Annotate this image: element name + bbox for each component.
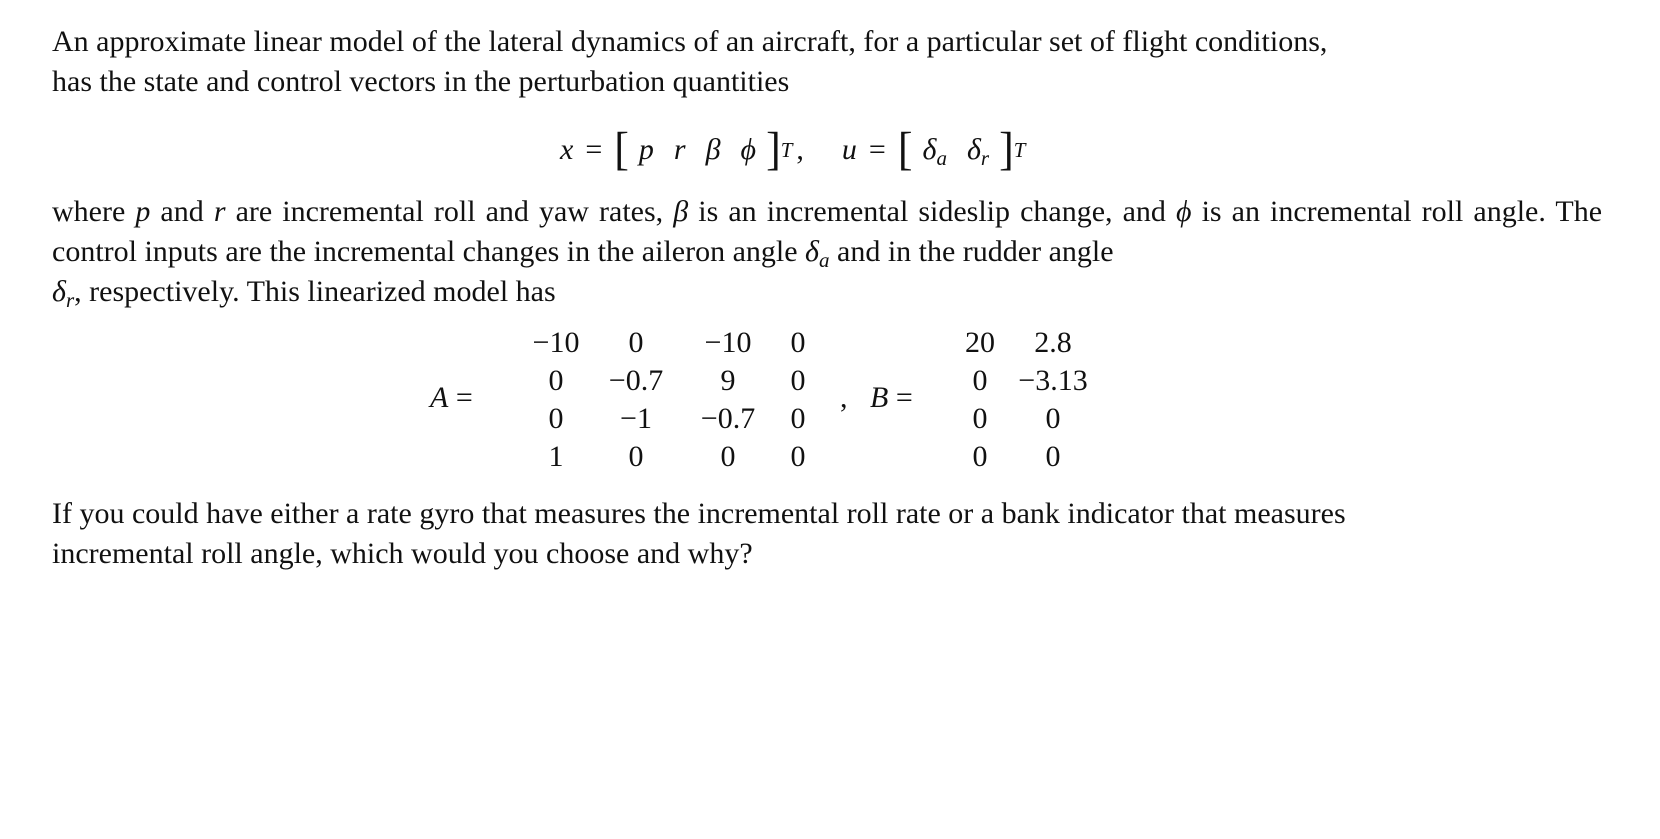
matrix-a-cell: 0 <box>548 364 564 397</box>
matrix-a-cell: 0 <box>790 440 806 473</box>
matrix-a <box>504 324 828 476</box>
x-equals: = <box>585 133 603 166</box>
matrix-b-row <box>956 400 1102 438</box>
matrix-a-cell: 0 <box>720 440 736 473</box>
matrix-b-row <box>956 362 1102 400</box>
matrix-a-cell: −0.7 <box>608 364 664 397</box>
desc-text-6: , respectively. This linearized model has <box>74 275 556 308</box>
x-entry-p: p <box>638 133 654 166</box>
question-line-2: incremental roll angle, which would you choose and why? <box>52 537 753 570</box>
desc-text-3: is an incremental <box>1201 195 1412 228</box>
desc-delta-r: $\delta_r$ <box>52 275 75 312</box>
matrix-a-cell: −10 <box>532 326 580 359</box>
matrix-a-row <box>518 362 818 400</box>
u-equals: = <box>868 133 886 166</box>
matrix-a-row <box>518 438 818 476</box>
matrix-a-cell: 0 <box>628 326 644 359</box>
question-paragraph <box>52 494 1602 574</box>
desc-text-5: and in the rudder angle <box>837 235 1114 268</box>
problem-text <box>52 22 1612 574</box>
matrix-a-cell: 9 <box>720 364 736 397</box>
desc-text-1: are incremental roll and yaw rates, <box>235 195 664 228</box>
x-vector: [ p r β ϕ ] <box>614 123 781 176</box>
u-vector: [ $\delta_a$ $\delta_r$ ] <box>897 123 1014 176</box>
u-entry-delta-a: $\delta_a$ <box>922 133 947 170</box>
intro-line-1: An approximate linear model of the lateral dynamics of an aircraft, for a particular set of flight conditions, <box>52 25 1328 58</box>
matrix-comma: , <box>840 381 848 414</box>
desc-delta-a: $\delta_a$ <box>805 235 830 272</box>
desc-phi: ϕ <box>1175 195 1192 228</box>
x-entry-r: r <box>673 133 686 166</box>
desc-p: p <box>135 195 151 228</box>
desc-where: where <box>52 195 126 228</box>
desc-text-4: roll angle. The control inputs are the incremental changes in the aileron angle <box>52 195 1603 268</box>
matrix-a-cell: −0.7 <box>700 402 756 435</box>
desc-and: and <box>160 195 204 228</box>
vectors-comma: , <box>796 133 804 166</box>
matrix-a-cell: 0 <box>790 326 806 359</box>
matrix-b-label: B = <box>870 381 913 414</box>
intro-paragraph <box>52 22 1602 102</box>
matrix-a-cell: 0 <box>548 402 564 435</box>
matrix-b-cell: −3.13 <box>1018 364 1088 397</box>
matrix-b-cell: 2.8 <box>1034 326 1072 359</box>
desc-beta: β <box>673 195 689 228</box>
matrix-b-row <box>956 438 1102 476</box>
matrix-b-cell: 0 <box>972 402 988 435</box>
matrix-b <box>942 324 1110 476</box>
x-entry-beta: β <box>705 133 721 166</box>
matrix-a-cell: −10 <box>704 326 752 359</box>
matrix-a-row <box>518 400 818 438</box>
matrix-a-label: A = <box>430 381 473 414</box>
matrix-a-cell: 0 <box>790 364 806 397</box>
question-line-1: If you could have either a rate gyro that measures the incremental roll rate or a bank indicator that measures <box>52 497 1346 530</box>
matrix-a-cell: −1 <box>620 402 652 435</box>
matrix-b-cell: 0 <box>1045 440 1061 473</box>
u-entry-delta-r: $\delta_r$ <box>966 133 990 170</box>
matrix-a-row <box>518 324 818 362</box>
matrix-b-cell: 0 <box>1045 402 1061 435</box>
x-entry-phi: ϕ <box>740 133 757 166</box>
u-symbol: u <box>841 133 857 166</box>
matrix-a-cell: 1 <box>548 440 564 473</box>
matrix-b-row <box>956 324 1102 362</box>
desc-text-2: is an incremental sideslip change, and <box>698 195 1166 228</box>
matrix-b-cell: 0 <box>972 440 988 473</box>
matrices-equation <box>52 320 1612 480</box>
x-symbol: x <box>560 133 574 166</box>
intro-line-2: has the state and control vectors in the perturbation quantities <box>52 65 790 98</box>
matrix-b-cell: 20 <box>965 326 995 359</box>
description-paragraph <box>52 192 1602 312</box>
state-control-vectors-equation: x = [ p r β ϕ ] T , u = [ $\delta_a$ $\delta_r$ ] T <box>560 123 1026 176</box>
matrix-a-cell: 0 <box>790 402 806 435</box>
matrix-b-cell: 0 <box>972 364 988 397</box>
matrix-a-cell: 0 <box>628 440 644 473</box>
desc-r: r <box>213 195 226 228</box>
